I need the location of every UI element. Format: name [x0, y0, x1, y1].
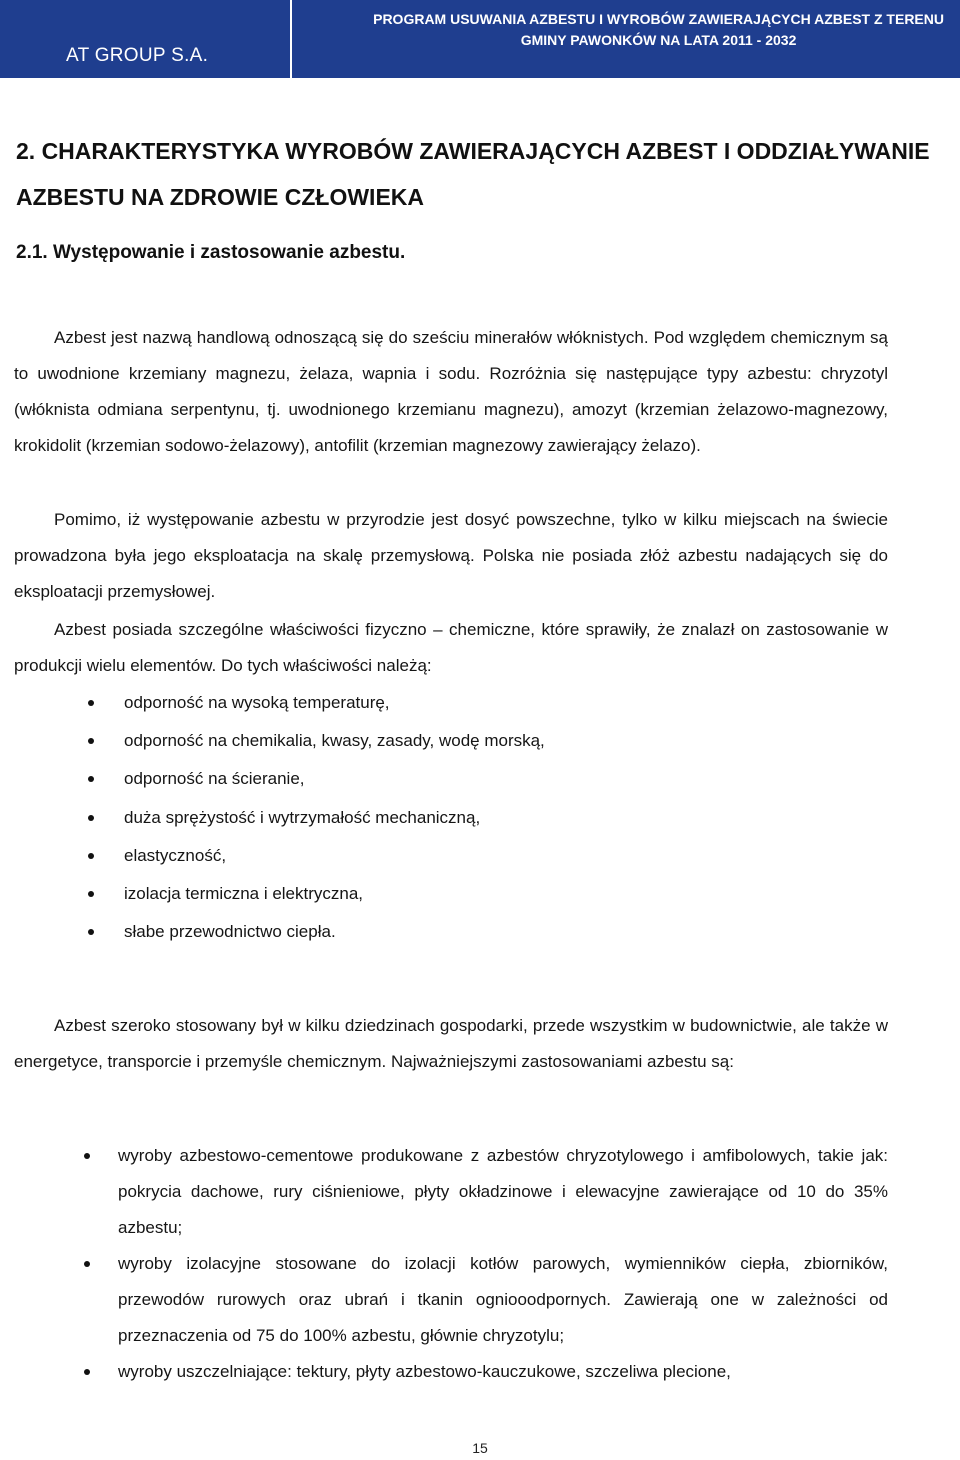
list-item: duża sprężystość i wytrzymałość mechaniczną,	[124, 799, 904, 837]
paragraph-asbestus-types: Azbest jest nazwą handlową odnoszącą się do sześciu minerałów włóknistych. Pod względem chemicznym są to uwodnione krzemiany magnezu, żelaza, wapnia i sodu. Rozróżnia się następujące typy azbestu: chryzotyl (włóknista odmiana serpentynu, tj. uwodnionego krzemianu magnezu), amozyt (krzemian żelazowo-magnezowy, krokidolit (krzemian sodowo-żelazowy), antofilit (krzemian magnezowy zawierający żelazo).	[14, 328, 888, 455]
list-item: elastyczność,	[124, 837, 904, 875]
program-title	[373, 9, 944, 51]
page-header	[0, 0, 960, 78]
paragraph-applications-intro: Azbest szeroko stosowany był w kilku dziedzinach gospodarki, przede wszystkim w budownictwie, ale także w energetyce, transporcie i przemyśle chemicznym. Najważniejszymi zastosowaniami azbestu są:	[14, 1016, 888, 1071]
properties-list	[124, 684, 904, 951]
company-name: AT GROUP S.A.	[66, 45, 209, 66]
company-logo-box	[0, 0, 290, 78]
list-item: wyroby azbestowo-cementowe produkowane z azbestów chryzotylowego i amfibolowych, takie jak: pokrycia dachowe, rury ciśnieniowe, płyty okładzinowe i elewacyjne zawierające od 10 do 35% azbestu;	[118, 1138, 888, 1246]
program-title-line2: GMINY PAWONKÓW NA LATA 2011 - 2032	[520, 32, 797, 48]
program-title-band	[292, 0, 960, 78]
list-item: słabe przewodnictwo ciepła.	[124, 913, 904, 951]
program-title-line1: PROGRAM USUWANIA AZBESTU I WYROBÓW ZAWIERAJĄCYCH AZBEST Z TERENU	[373, 11, 944, 27]
list-item: wyroby izolacyjne stosowane do izolacji kotłów parowych, wymienników ciepła, zbiorników, przewodów rurowych oraz ubrań i tkanin ogniooodpornych. Zawierają one w zależności od przeznaczenia od 75 do 100% azbestu, głównie chryzotylu;	[118, 1246, 888, 1354]
list-item: wyroby uszczelniające: tektury, płyty azbestowo-kauczukowe, szczeliwa plecione,	[118, 1354, 888, 1390]
page-number: 15	[472, 1440, 488, 1456]
paragraph-properties-intro: Azbest posiada szczególne właściwości fizyczno – chemiczne, które sprawiły, że znalazł on zastosowanie w produkcji wielu elementów. Do tych właściwości należą:	[14, 620, 888, 675]
list-item: odporność na ścieranie,	[124, 760, 904, 798]
list-item: izolacja termiczna i elektryczna,	[124, 875, 904, 913]
section-heading: 2. CHARAKTERYSTYKA WYROBÓW ZAWIERAJĄCYCH AZBEST I ODDZIAŁYWANIE AZBESTU NA ZDROWIE CZŁOWIEKA	[16, 138, 930, 210]
list-item: odporność na wysoką temperaturę,	[124, 684, 904, 722]
paragraph-occurrence: Pomimo, iż występowanie azbestu w przyrodzie jest dosyć powszechne, tylko w kilku miejscach na świecie prowadzona była jego eksploatacja na skalę przemysłową. Polska nie posiada złóż azbestu nadających się do eksploatacji przemysłowej.	[14, 510, 888, 601]
subsection-heading: 2.1. Występowanie i zastosowanie azbestu.	[16, 242, 406, 263]
applications-list	[118, 1138, 888, 1390]
list-item: odporność na chemikalia, kwasy, zasady, wodę morską,	[124, 722, 904, 760]
